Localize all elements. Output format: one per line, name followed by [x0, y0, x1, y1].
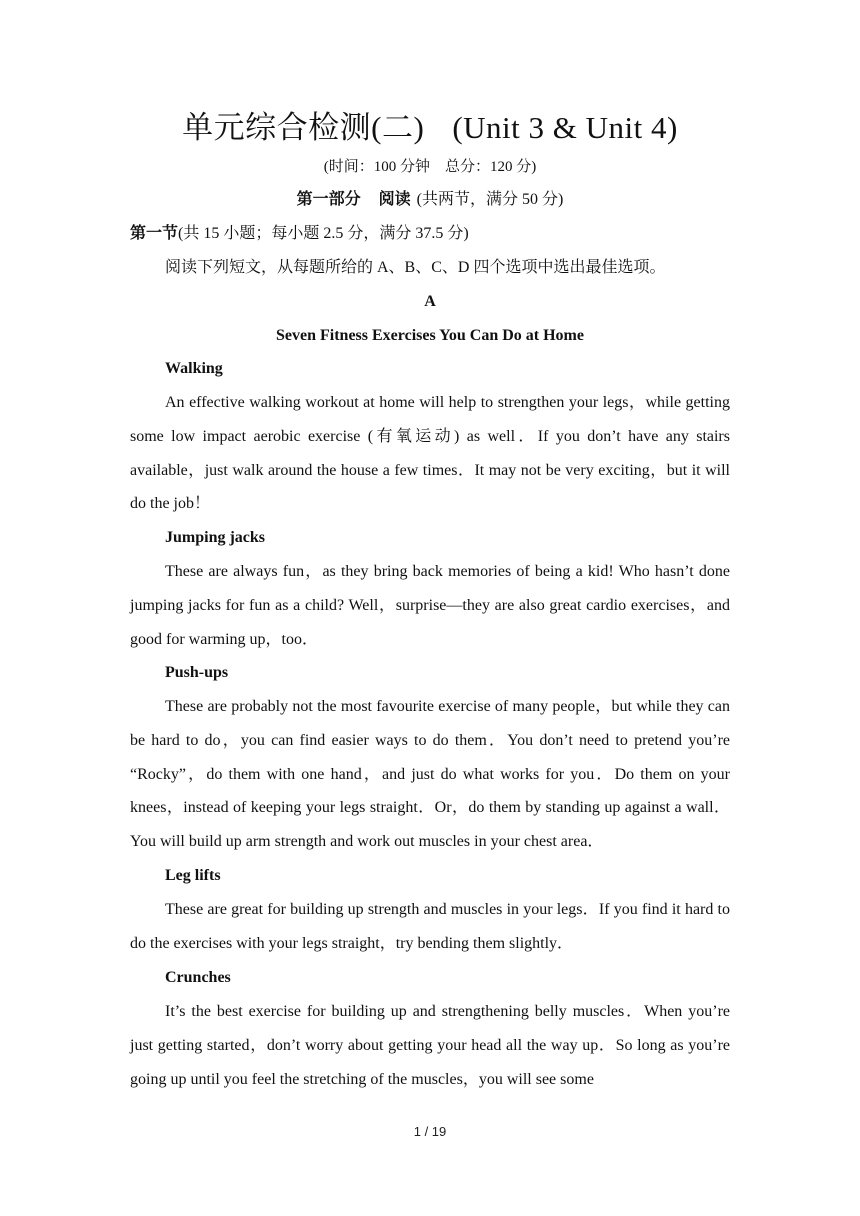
paragraph-text: These are always fun，as they bring back memories of being a kid! Who hasn’t done jumping jacks for fun as a child? Well，surprise—they are also great cardio exercises，and good for warming up，too． [130, 563, 730, 648]
heading-leg-lifts: Leg lifts [165, 867, 221, 884]
instruction-text: 阅读下列短文，从每题所给的 A、B、C、D 四个选项中选出最佳选项。 [165, 259, 666, 276]
section-title: 第一节 [130, 225, 179, 242]
heading-crunches: Crunches [165, 969, 231, 986]
paragraph-jumping-jacks [130, 555, 730, 656]
part-subtitle: 阅读 [378, 191, 411, 208]
part-note: (共两节，满分 50 分) [416, 191, 564, 208]
time-score-line: (时间：100 分钟 总分：120 分) [323, 159, 537, 175]
passage-letter: A [424, 293, 436, 310]
paragraph-walking [130, 386, 730, 521]
section-note: (共 15 小题；每小题 2.5 分，满分 37.5 分) [178, 225, 469, 242]
heading-push-ups: Push-ups [165, 664, 229, 681]
page-number: 1 / 19 [413, 1124, 447, 1139]
passage-title: Seven Fitness Exercises You Can Do at Home [276, 327, 584, 344]
paragraph-text: An effective walking workout at home will help to strengthen your legs，while getting some low impact aerobic exercise (有氧运动) as well．If you don’t have any stairs available，just walk around the house a few times．It may not be very exciting，but it will do the job！ [130, 394, 730, 513]
paragraph-leg-lifts [130, 893, 730, 961]
section-heading [130, 223, 469, 245]
paragraph-text: These are probably not the most favourite exercise of many people，but while they can be hard to do，you can find easier ways to do them．You don’t need to pretend you’re “Rocky”，do them with one hand，and just do what works for you．Do them on your knees，instead of keeping your legs straight．Or，do them by standing up against a wall．You will build up arm strength and work out muscles in your chest area． [130, 698, 730, 851]
paragraph-crunches [130, 995, 730, 1096]
part-heading [0, 189, 860, 211]
title-unit: (Unit 3 & Unit 4) [452, 110, 678, 145]
paragraph-text: It’s the best exercise for building up and strengthening belly muscles．When you’re just getting started，don’t worry about getting your head all the way up．So long as you’re going up until you feel the stretching of the muscles，you will see some [130, 1003, 730, 1088]
heading-jumping-jacks: Jumping jacks [165, 529, 266, 546]
part-title: 第一部分 [296, 191, 361, 208]
heading-walking: Walking [165, 360, 223, 377]
page-title [0, 108, 860, 148]
title-chinese: 单元综合检测(二) [182, 110, 425, 145]
paragraph-push-ups [130, 690, 730, 859]
paragraph-text: These are great for building up strength and muscles in your legs．If you find it hard to do the exercises with your legs straight，try bending them slightly． [130, 901, 730, 952]
